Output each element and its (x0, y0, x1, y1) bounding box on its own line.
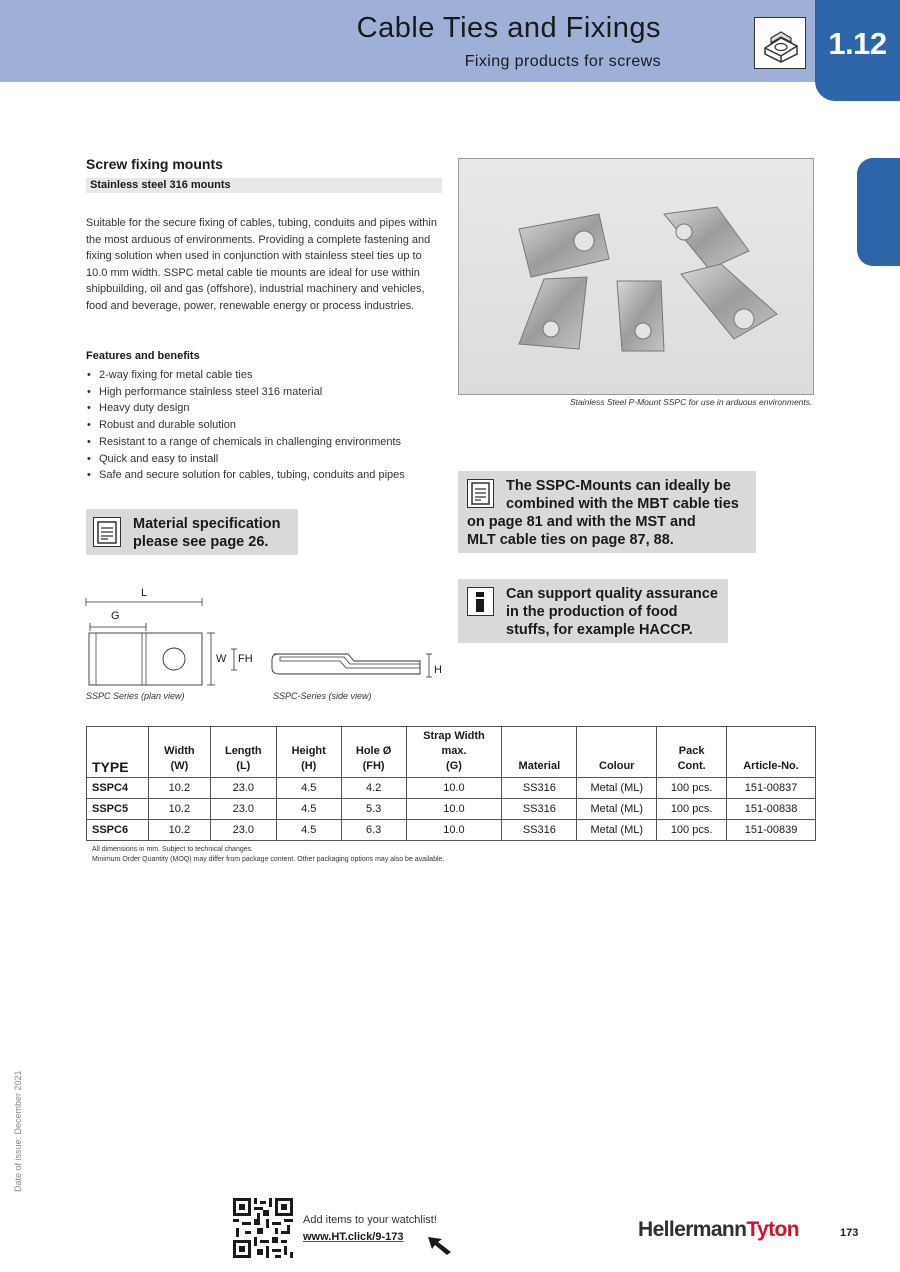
cell: SS316 (502, 799, 577, 820)
document-icon (93, 517, 121, 547)
dimension-diagram (84, 582, 454, 687)
side-view-caption: SSPC-Series (side view) (273, 691, 372, 701)
th-width (148, 727, 210, 778)
cell: 4.5 (276, 820, 341, 841)
brand-part: Hellermann (638, 1218, 747, 1241)
th-text: (W) (170, 760, 189, 772)
section-heading: Screw fixing mounts (86, 156, 223, 172)
intro-paragraph: Suitable for the secure fixing of cables, tubing, conduits and pipes within the most arduous of environments. Providing a complete fastening and fixing solution when used in conjunction with stainless steel ties up to 10.0 mm width. SSPC metal cable tie mounts are ideal for use within shipbuilding, oil and gas (offshore), industrial machinery and vehicles, food and beverage, power, renewable energy or process industries. (86, 217, 437, 312)
th-strap (406, 727, 502, 778)
combine-note (458, 471, 756, 553)
th-material: Material (502, 727, 577, 778)
cursor-arrow-icon (426, 1234, 454, 1256)
mount-part (617, 281, 664, 351)
plan-view-shape (89, 633, 202, 685)
cell: Metal (ML) (577, 820, 657, 841)
label-L: L (141, 587, 148, 599)
th-text: Hole Ø (355, 745, 392, 757)
cell: 10.0 (406, 799, 502, 820)
th-text: Length (224, 745, 262, 757)
brand-part: Tyton (746, 1218, 799, 1241)
header-title: Cable Ties and Fixings (356, 12, 661, 44)
date-of-issue: Date of issue: December 2021 (13, 1070, 23, 1192)
side-view-shape (272, 654, 420, 674)
info-note (458, 579, 728, 643)
feature-item: • Resistant to a range of chemicals in challenging environments (86, 434, 446, 451)
dimension-W (207, 633, 227, 685)
table-notes (92, 845, 444, 865)
cell: 10.2 (148, 820, 210, 841)
cell: 23.0 (210, 820, 276, 841)
note-text: MLT cable ties on page 87, 88. (467, 532, 674, 548)
cell: 100 pcs. (657, 778, 727, 799)
th-text: Pack (678, 745, 705, 757)
cell-article: 151-00838 (727, 799, 816, 820)
table-header-row (87, 727, 816, 778)
note-text: Material specification (133, 516, 281, 532)
cell: 10.0 (406, 820, 502, 841)
th-text: Strap Width (423, 730, 485, 742)
cell: Metal (ML) (577, 799, 657, 820)
cable-tie-mount-icon (754, 17, 806, 69)
section-tab (815, 0, 900, 101)
cell: 10.2 (148, 778, 210, 799)
label-FH: FH (238, 653, 253, 665)
spec-table (86, 726, 816, 841)
dimension-L (86, 587, 202, 606)
cell: SS316 (502, 778, 577, 799)
info-icon (467, 587, 494, 616)
watchlist-link[interactable]: www.HT.click/9-173 (303, 1231, 404, 1243)
th-article: Article-No. (727, 727, 816, 778)
header-subtitle: Fixing products for screws (464, 53, 661, 70)
th-text: Cont. (677, 760, 706, 772)
th-text: (G) (446, 760, 462, 772)
document-icon (467, 479, 494, 508)
cell: 4.5 (276, 778, 341, 799)
th-text: (H) (301, 760, 317, 772)
cell: 4.2 (341, 778, 406, 799)
header-bar (0, 0, 815, 82)
plan-view-caption: SSPC Series (plan view) (86, 691, 185, 701)
cell-article: 151-00837 (727, 778, 816, 799)
note-text: please see page 26. (133, 534, 269, 550)
table-row (87, 799, 816, 820)
cell-type: SSPC4 (87, 778, 149, 799)
watchlist-text: Add items to your watchlist! (303, 1214, 437, 1226)
cell: 4.5 (276, 799, 341, 820)
th-type: TYPE (87, 727, 149, 778)
note-text: combined with the MBT cable ties (506, 496, 739, 512)
photo-caption: Stainless Steel P-Mount SSPC for use in arduous environments. (570, 397, 813, 407)
table-note: All dimensions in mm. Subject to technical changes. (92, 846, 254, 853)
dimension-G (90, 610, 146, 631)
brand-logo (638, 1218, 799, 1242)
th-colour: Colour (577, 727, 657, 778)
cell: 23.0 (210, 799, 276, 820)
feature-item: • Heavy duty design (86, 400, 446, 417)
note-text: The SSPC-Mounts can ideally be (506, 478, 731, 494)
feature-item: • Robust and durable solution (86, 417, 446, 434)
label-H: H (434, 664, 442, 676)
cell: 6.3 (341, 820, 406, 841)
note-text: on page 81 and with the MST and (467, 514, 696, 530)
feature-item: • High performance stainless steel 316 material (86, 384, 446, 401)
cell-article: 151-00839 (727, 820, 816, 841)
product-photo (458, 158, 814, 395)
side-chapter-tab (857, 158, 900, 266)
cell: 100 pcs. (657, 820, 727, 841)
th-text: (FH) (362, 760, 385, 772)
cell: Metal (ML) (577, 778, 657, 799)
section-number: 1.12 (828, 26, 887, 61)
qr-code-icon[interactable] (233, 1198, 293, 1258)
th-text: max. (441, 745, 467, 757)
th-length (210, 727, 276, 778)
table-row (87, 820, 816, 841)
cell: 10.0 (406, 778, 502, 799)
feature-item: • Safe and secure solution for cables, tubing, conduits and pipes (86, 467, 446, 484)
label-W: W (216, 653, 227, 665)
material-spec-note (86, 509, 298, 555)
cell: 5.3 (341, 799, 406, 820)
note-text: Can support quality assurance (506, 586, 718, 602)
cell: SS316 (502, 820, 577, 841)
cell: 23.0 (210, 778, 276, 799)
cell-type: SSPC6 (87, 820, 149, 841)
th-text: Width (164, 745, 195, 757)
table-note: Minimum Order Quantity (MOQ) may differ from package content. Other packaging options may also be available. (92, 856, 445, 863)
features-heading: Features and benefits (86, 350, 200, 362)
cell-type: SSPC5 (87, 799, 149, 820)
table-row (87, 778, 816, 799)
th-hole (341, 727, 406, 778)
dimension-FH (231, 649, 253, 670)
feature-item: • 2-way fixing for metal cable ties (86, 367, 446, 384)
feature-item: • Quick and easy to install (86, 451, 446, 468)
th-height (276, 727, 341, 778)
page-number: 173 (840, 1227, 859, 1239)
dimension-H (426, 654, 442, 677)
cell: 100 pcs. (657, 799, 727, 820)
features-list (86, 367, 446, 484)
note-text: in the production of food (506, 604, 678, 620)
section-subheading: Stainless steel 316 mounts (86, 178, 442, 193)
th-text: (L) (236, 760, 251, 772)
th-text: Height (291, 745, 326, 757)
label-G: G (111, 610, 120, 622)
th-pack (657, 727, 727, 778)
cell: 10.2 (148, 799, 210, 820)
note-text: stuffs, for example HACCP. (506, 622, 693, 638)
